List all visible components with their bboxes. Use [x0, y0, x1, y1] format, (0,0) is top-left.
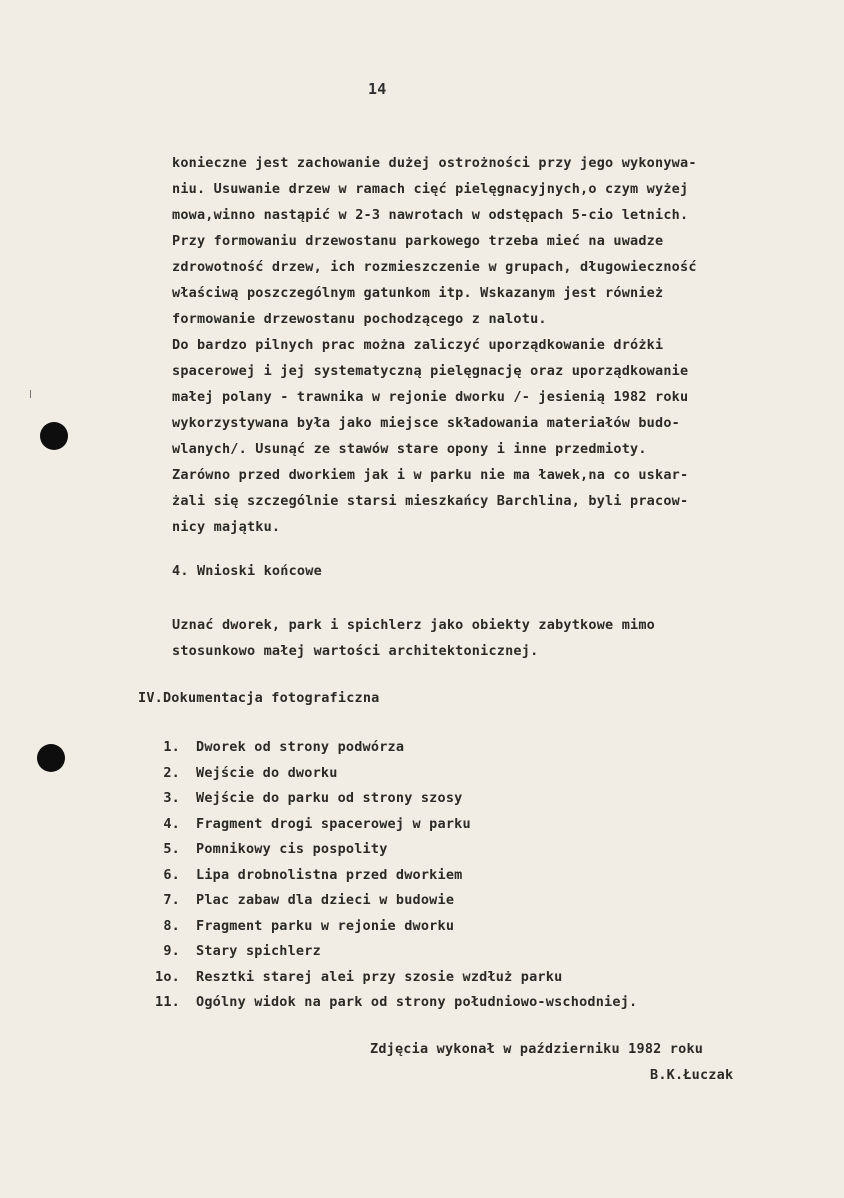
list-item-text: Wejście do parku od strony szosy: [196, 790, 463, 806]
section-4-heading: 4. Wnioski końcowe: [172, 563, 322, 579]
list-item-text: Stary spichlerz: [196, 943, 321, 959]
list-item-number: 5.: [163, 841, 180, 857]
list-item: [0, 888, 844, 914]
list-item-number: 1.: [163, 739, 180, 755]
body-line: nicy majątku.: [172, 519, 281, 535]
margin-mark: [30, 390, 31, 398]
list-item: [0, 786, 844, 812]
body-line: formowanie drzewostanu pochodzącego z nalotu.: [172, 311, 547, 327]
list-item: [0, 939, 844, 965]
list-item: [0, 965, 844, 991]
body-line: wykorzystywana była jako miejsce składowania materiałów budo-: [172, 415, 680, 431]
body-text: [172, 150, 812, 540]
page-number: 14: [368, 80, 387, 98]
list-item-number: 9.: [163, 943, 180, 959]
list-item: [0, 812, 844, 838]
list-item-text: Fragment parku w rejonie dworku: [196, 917, 455, 934]
list-item: [0, 761, 844, 787]
conclusion-line: stosunkowo małej wartości architektonicznej.: [172, 643, 539, 659]
body-line: niu. Usuwanie drzew w ramach cięć pielęgnacyjnych,o czym wyżej: [172, 181, 689, 197]
list-item-number: 2.: [163, 764, 180, 781]
list-item: [0, 863, 844, 889]
list-item-number: 6.: [163, 866, 180, 883]
list-item: [0, 735, 844, 761]
body-line: wlanych/. Usunąć ze stawów stare opony i inne przedmioty.: [172, 441, 647, 457]
conclusion-text: [172, 612, 655, 664]
list-item-text: Wejście do dworku: [196, 764, 338, 781]
list-item-number: 11.: [155, 994, 180, 1010]
body-line: Zarówno przed dworkiem jak i w parku nie ma ławek,na co uskar-: [172, 467, 689, 483]
list-item-number: 3.: [163, 790, 180, 806]
body-line: konieczne jest zachowanie dużej ostrożności przy jego wykonywa-: [172, 155, 697, 171]
body-line: mowa,winno nastąpić w 2-3 nawrotach w odstępach 5-cio letnich.: [172, 207, 689, 223]
section-iv-heading: IV.Dokumentacja fotograficzna: [138, 690, 380, 706]
list-item-number: 1o.: [155, 968, 180, 985]
list-item-text: Ogólny widok na park od strony południowo-wschodniej.: [196, 994, 638, 1010]
list-item-text: Pomnikowy cis pospolity: [196, 841, 388, 857]
body-line: małej polany - trawnika w rejonie dworku /- jesienią 1982 roku: [172, 389, 689, 405]
list-item-number: 4.: [163, 815, 180, 832]
body-line: żali się szczególnie starsi mieszkańcy Barchlina, byli pracow-: [172, 493, 689, 509]
photo-credit-line: Zdjęcia wykonał w październiku 1982 roku: [370, 1041, 704, 1057]
photo-list: [0, 735, 844, 1016]
list-item-text: Plac zabaw dla dzieci w budowie: [196, 892, 455, 908]
body-line: właściwą poszczególnym gatunkom itp. Wskazanym jest również: [172, 285, 664, 301]
punch-hole-top: [40, 422, 68, 450]
list-item-text: Lipa drobnolistna przed dworkiem: [196, 866, 463, 883]
list-item: [0, 990, 844, 1016]
list-item: [0, 914, 844, 940]
list-item-text: Resztki starej alei przy szosie wzdłuż parku: [196, 968, 563, 985]
list-item-text: Dworek od strony podwórza: [196, 739, 405, 755]
list-item-text: Fragment drogi spacerowej w parku: [196, 815, 471, 832]
body-line: zdrowotność drzew, ich rozmieszczenie w grupach, długowieczność: [172, 259, 697, 275]
list-item: [0, 837, 844, 863]
list-item-number: 8.: [163, 917, 180, 934]
body-line: spacerowej i jej systematyczną pielęgnację oraz uporządkowanie: [172, 363, 689, 379]
conclusion-line: Uznać dworek, park i spichlerz jako obiekty zabytkowe mimo: [172, 617, 656, 633]
author-signature: B.K.Łuczak: [650, 1067, 734, 1083]
list-item-number: 7.: [163, 892, 180, 908]
body-line: Przy formowaniu drzewostanu parkowego trzeba mieć na uwadze: [172, 233, 664, 249]
body-line: Do bardzo pilnych prac można zaliczyć uporządkowanie dróżki: [172, 337, 664, 353]
